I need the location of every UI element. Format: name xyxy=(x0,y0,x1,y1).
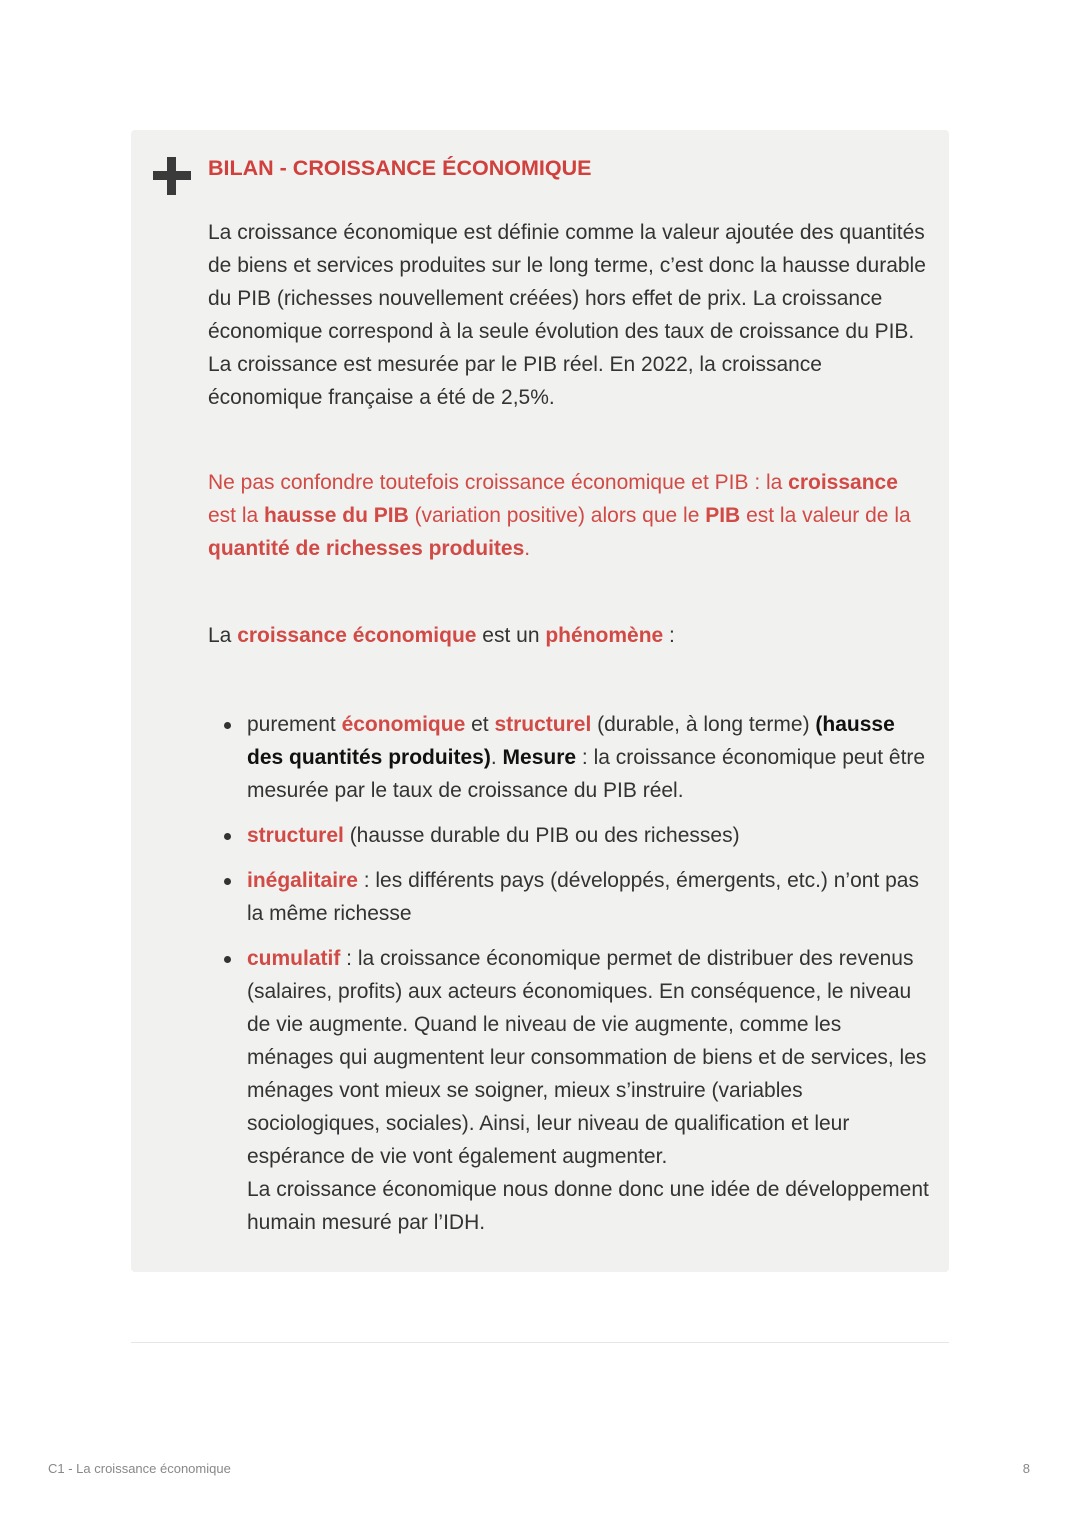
list-item-structurel: structurel (hausse durable du PIB ou des richesses) xyxy=(208,819,932,852)
footer-chapter-title: C1 - La croissance économique xyxy=(48,1461,231,1476)
term-pib: PIB xyxy=(705,504,741,527)
term-quantite-richesses: quantité de richesses produites xyxy=(208,537,525,560)
term-croissance-economique: croissance économique xyxy=(237,624,477,647)
plus-icon xyxy=(153,157,191,195)
phenomenon-intro: La croissance économique est un phénomène : xyxy=(208,624,675,647)
list-item-cumulatif: cumulatif : la croissance économique permet de distribuer des revenus (salaires, profits) aux acteurs économiques. En conséquence, le niveau de vie augmente. Quand le niveau de vie augmente, comme les ménages qui augmentent leur consommation de biens et de services, les ménages vont mieux se soigner, mieux s’instruire (variables sociologiques, sociales). Ainsi, leur niveau de qualification et leur espérance de vie vont également augmenter. La croissance économique nous donne donc une idée de développement humain mesuré par l’IDH. xyxy=(208,942,932,1239)
warning-paragraph: Ne pas confondre toutefois croissance économique et PIB : la croissance est la hausse du PIB (variation positive) alors que le PIB est la valeur de la quantité de richesses produites. xyxy=(208,471,911,560)
term-hausse-pib: hausse du PIB xyxy=(264,504,409,527)
term-phenomene: phénomène xyxy=(545,624,664,647)
footer-divider xyxy=(131,1342,949,1343)
definition-paragraph: La croissance économique est définie comme la valeur ajoutée des quantités de biens et services produites sur le long terme, c’est donc la hausse durable du PIB (richesses nouvellement créées) hors effet de prix. La croissance économique correspond à la seule évolution des taux de croissance du PIB. La croissance est mesurée par le PIB réel. En 2022, la croissance économique française a été de 2,5%. xyxy=(208,221,926,409)
list-item-economique: purement économique et structurel (durable, à long terme) (hausse des quantités produites). Mesure : la croissance économique peut être mesurée par le taux de croissance du PIB réel. xyxy=(208,708,932,807)
term-croissance: croissance xyxy=(788,471,898,494)
bilan-card xyxy=(131,130,949,1272)
card-title: BILAN - CROISSANCE ÉCONOMIQUE xyxy=(208,156,592,180)
characteristics-list xyxy=(208,708,932,1251)
page-number: 8 xyxy=(1022,1461,1030,1476)
list-item-inegalitaire: inégalitaire : les différents pays (développés, émergents, etc.) n’ont pas la même richesse xyxy=(208,864,932,930)
